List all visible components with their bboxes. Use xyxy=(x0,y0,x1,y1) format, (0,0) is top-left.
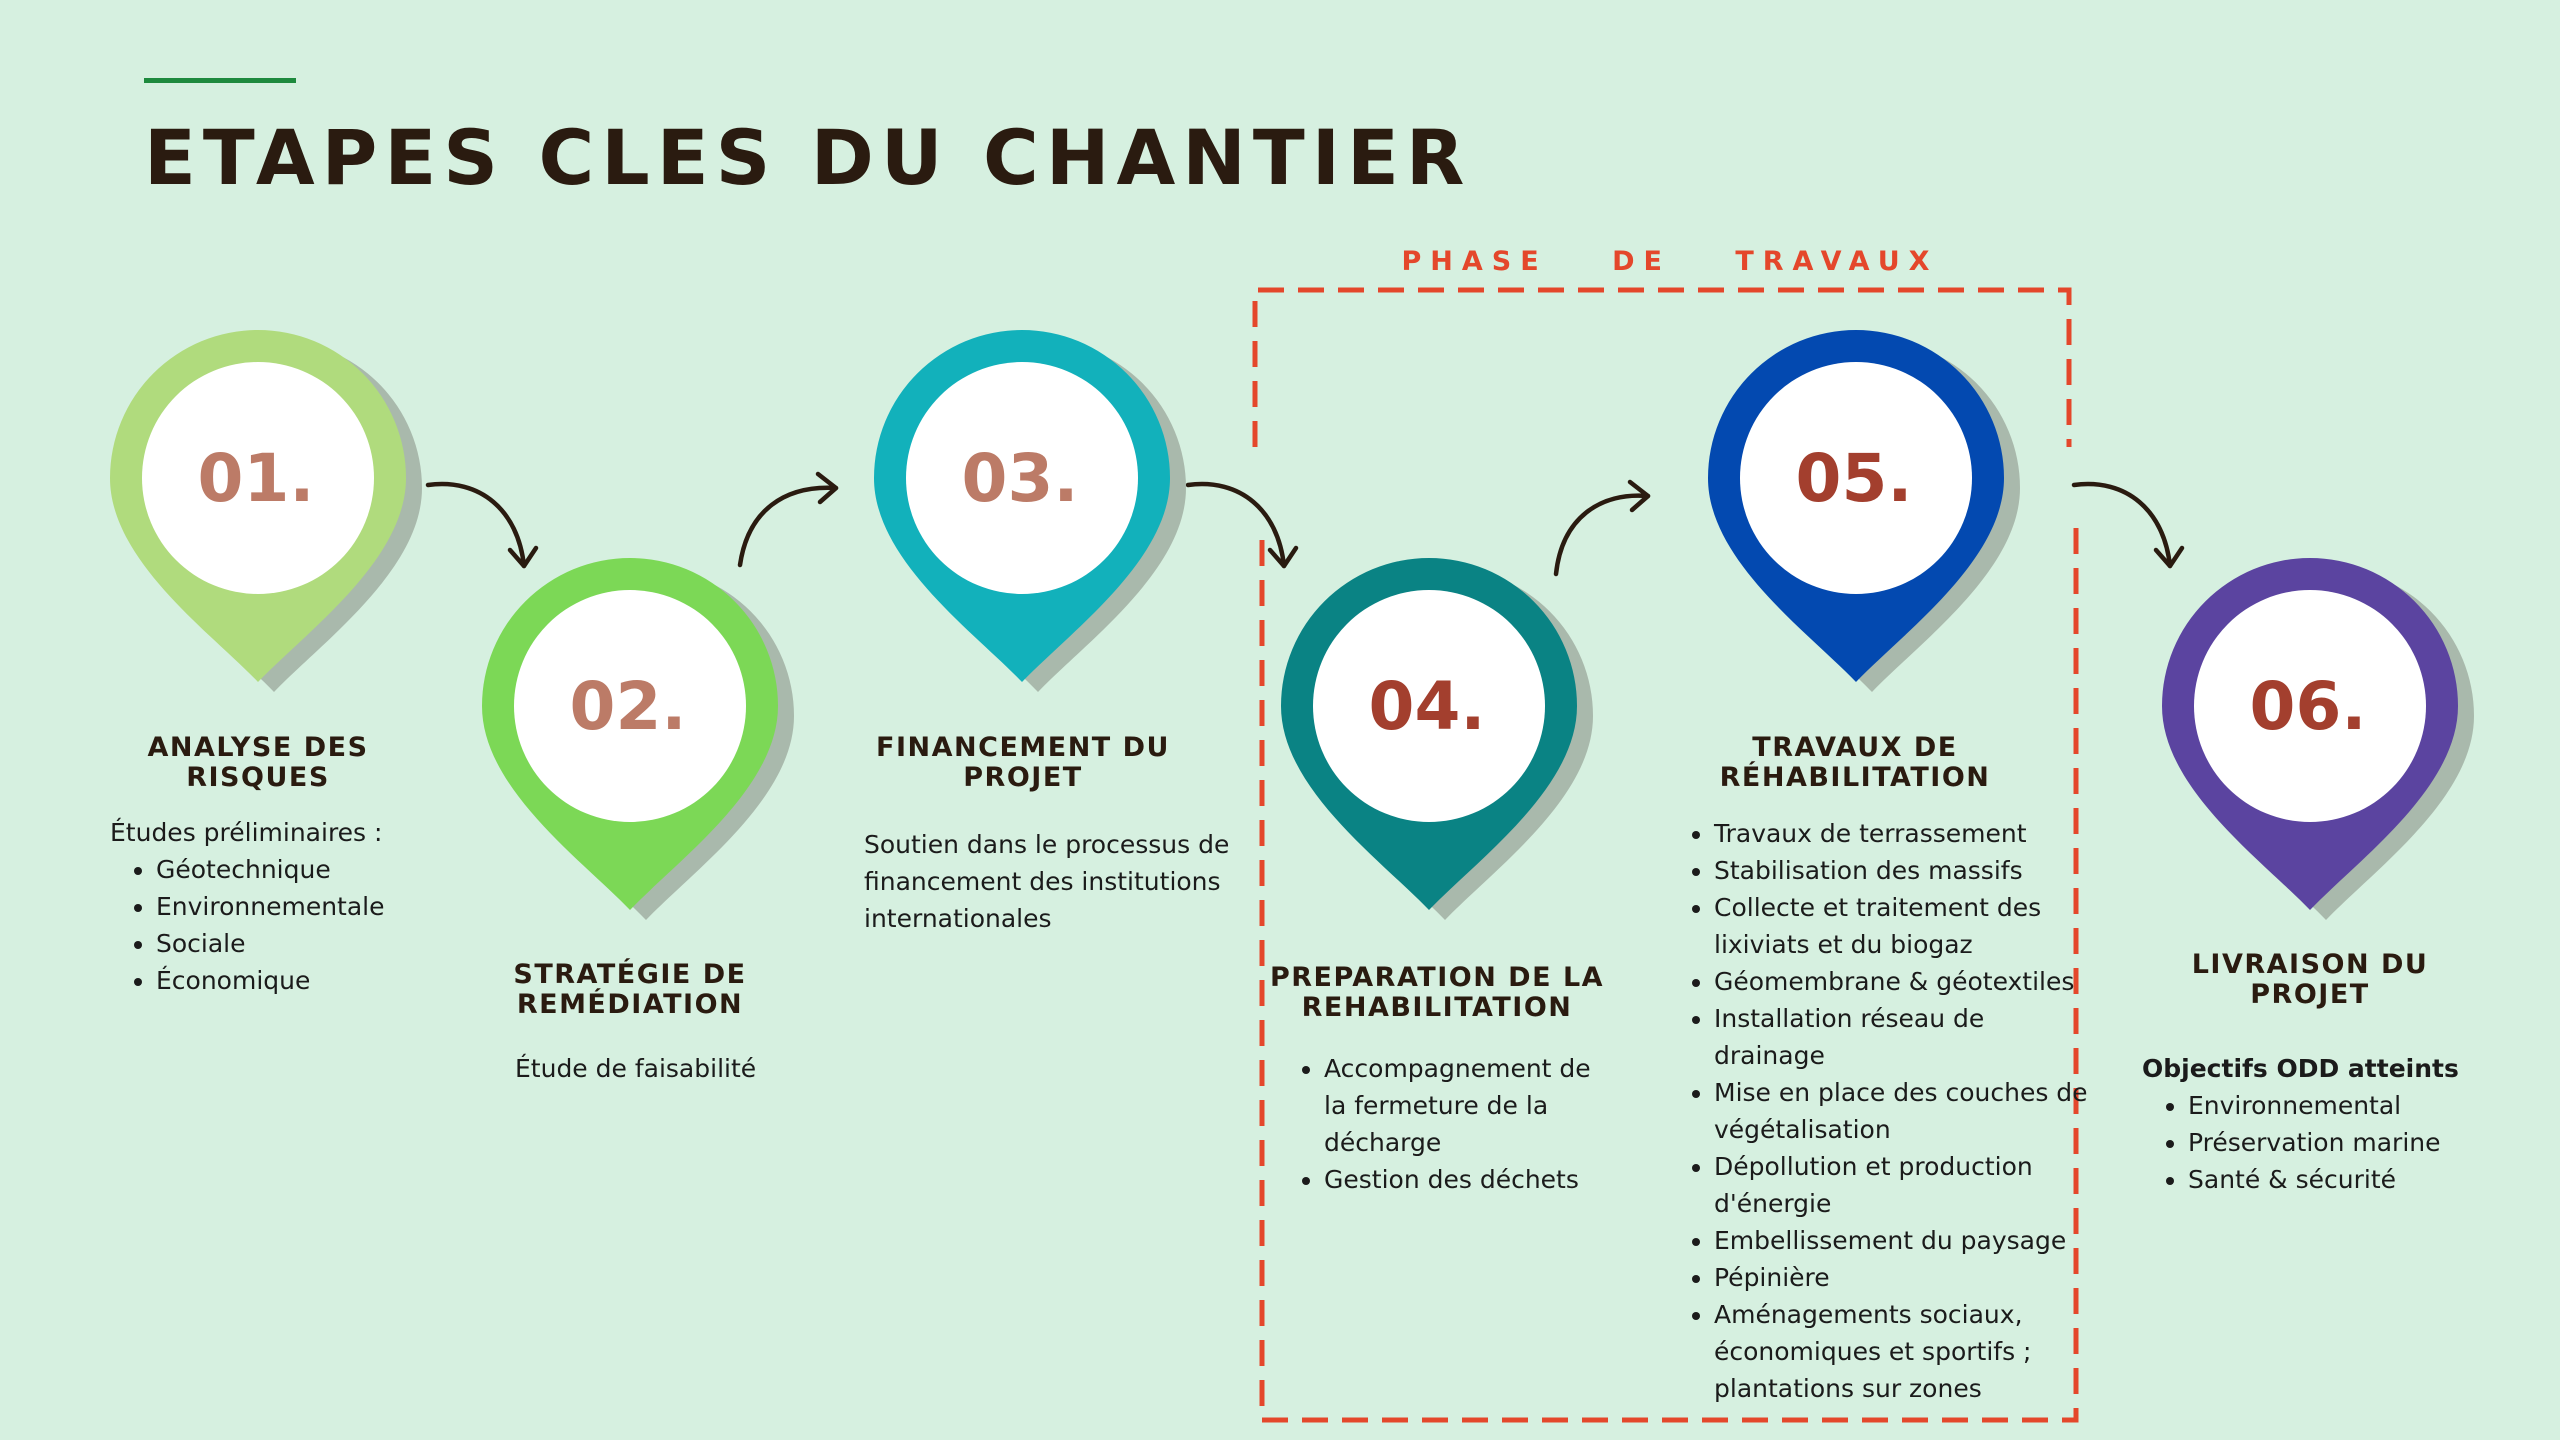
step-title-5 xyxy=(1680,733,2030,793)
step-number: 03. xyxy=(961,439,1079,517)
step-bullet-item: • Économique xyxy=(156,962,440,999)
step-title-line: PREPARATION DE LA xyxy=(1269,962,1605,993)
step-bullet-item: • Embellissement du paysage xyxy=(1714,1222,2088,1259)
step-marker-2 xyxy=(482,558,812,918)
step-bullet-list xyxy=(110,851,440,999)
step-description-4 xyxy=(1278,1050,1608,1198)
step-number: 02. xyxy=(569,667,687,745)
step-title-line: REMÉDIATION xyxy=(516,989,744,1020)
step-marker-1 xyxy=(110,330,440,690)
step-bullet-item: • Aménagements sociaux, économiques et sportifs ; plantations sur zones xyxy=(1714,1296,2088,1407)
step-bullet-item: • Pépinière xyxy=(1714,1259,2088,1296)
step-bullet-item: • Dépollution et production d'énergie xyxy=(1714,1148,2088,1222)
step-title-line: RISQUES xyxy=(186,762,330,793)
step-bullet-item: • Environnementale xyxy=(156,888,440,925)
step-number: 01. xyxy=(197,439,315,517)
step-bullet-item: • Stabilisation des massifs xyxy=(1714,852,2088,889)
step-marker-5 xyxy=(1708,330,2038,690)
step-title-line: RÉHABILITATION xyxy=(1719,762,1991,793)
step-bullet-list xyxy=(1668,815,2088,1407)
step-bullet-item: • Travaux de terrassement xyxy=(1714,815,2088,852)
step-title-2 xyxy=(455,960,805,1020)
step-intro: Étude de faisabilité xyxy=(515,1054,757,1083)
step-bullet-item: • Environnemental xyxy=(2188,1087,2502,1124)
step-intro: Études préliminaires : xyxy=(110,818,383,847)
step-number: 05. xyxy=(1795,439,1913,517)
step-title-line: FINANCEMENT DU xyxy=(876,732,1170,763)
step-bullet-item: • Gestion des déchets xyxy=(1324,1161,1608,1198)
step-title-4 xyxy=(1262,963,1612,1023)
step-marker-4 xyxy=(1281,558,1611,918)
phase-travaux-label: PHASE DE TRAVAUX xyxy=(1401,246,1939,277)
step-title-1 xyxy=(88,733,428,793)
step-title-line: STRATÉGIE DE xyxy=(513,959,747,990)
step-bullet-list xyxy=(2142,1087,2502,1198)
step-bullet-item: • Accompagnement de la fermeture de la décharge xyxy=(1324,1050,1608,1161)
flow-arrow-1 xyxy=(428,484,536,566)
flow-arrow-3 xyxy=(1188,484,1296,566)
step-bullet-item: • Sociale xyxy=(156,925,440,962)
step-title-line: LIVRAISON DU xyxy=(2191,949,2429,980)
page-title: ETAPES CLES DU CHANTIER xyxy=(144,113,1472,202)
step-bullet-item: • Santé & sécurité xyxy=(2188,1161,2502,1198)
step-title-6 xyxy=(2135,950,2485,1010)
step-bullet-item: • Préservation marine xyxy=(2188,1124,2502,1161)
step-title-3 xyxy=(848,733,1198,793)
step-bullet-item: • Collecte et traitement des lixiviats et du biogaz xyxy=(1714,889,2088,963)
step-title-line: REHABILITATION xyxy=(1301,992,1573,1023)
step-intro: Objectifs ODD atteints xyxy=(2142,1054,2459,1083)
step-description-3 xyxy=(864,826,1244,937)
step-bullet-item: • Géotechnique xyxy=(156,851,440,888)
step-marker-6 xyxy=(2162,558,2492,918)
step-title-line: TRAVAUX DE xyxy=(1752,732,1958,763)
step-description-1 xyxy=(110,814,440,999)
step-bullet-item: • Géomembrane & géotextiles xyxy=(1714,963,2088,1000)
step-number: 04. xyxy=(1368,667,1486,745)
step-title-line: ANALYSE DES xyxy=(147,732,369,763)
flow-arrow-2 xyxy=(740,474,836,565)
step-bullet-item: • Installation réseau de drainage xyxy=(1714,1000,2088,1074)
step-description-6 xyxy=(2142,1050,2502,1198)
step-bullet-list xyxy=(1278,1050,1608,1198)
step-title-line: PROJET xyxy=(2250,979,2370,1010)
step-description-2 xyxy=(515,1050,815,1087)
flow-arrow-5 xyxy=(2074,484,2182,566)
step-bullet-item: • Mise en place des couches de végétalisation xyxy=(1714,1074,2088,1148)
step-description-5 xyxy=(1668,815,2088,1407)
step-marker-3 xyxy=(874,330,1204,690)
step-intro: Soutien dans le processus de financement des institutions internationales xyxy=(864,830,1230,933)
step-title-line: PROJET xyxy=(963,762,1083,793)
step-number: 06. xyxy=(2249,667,2367,745)
